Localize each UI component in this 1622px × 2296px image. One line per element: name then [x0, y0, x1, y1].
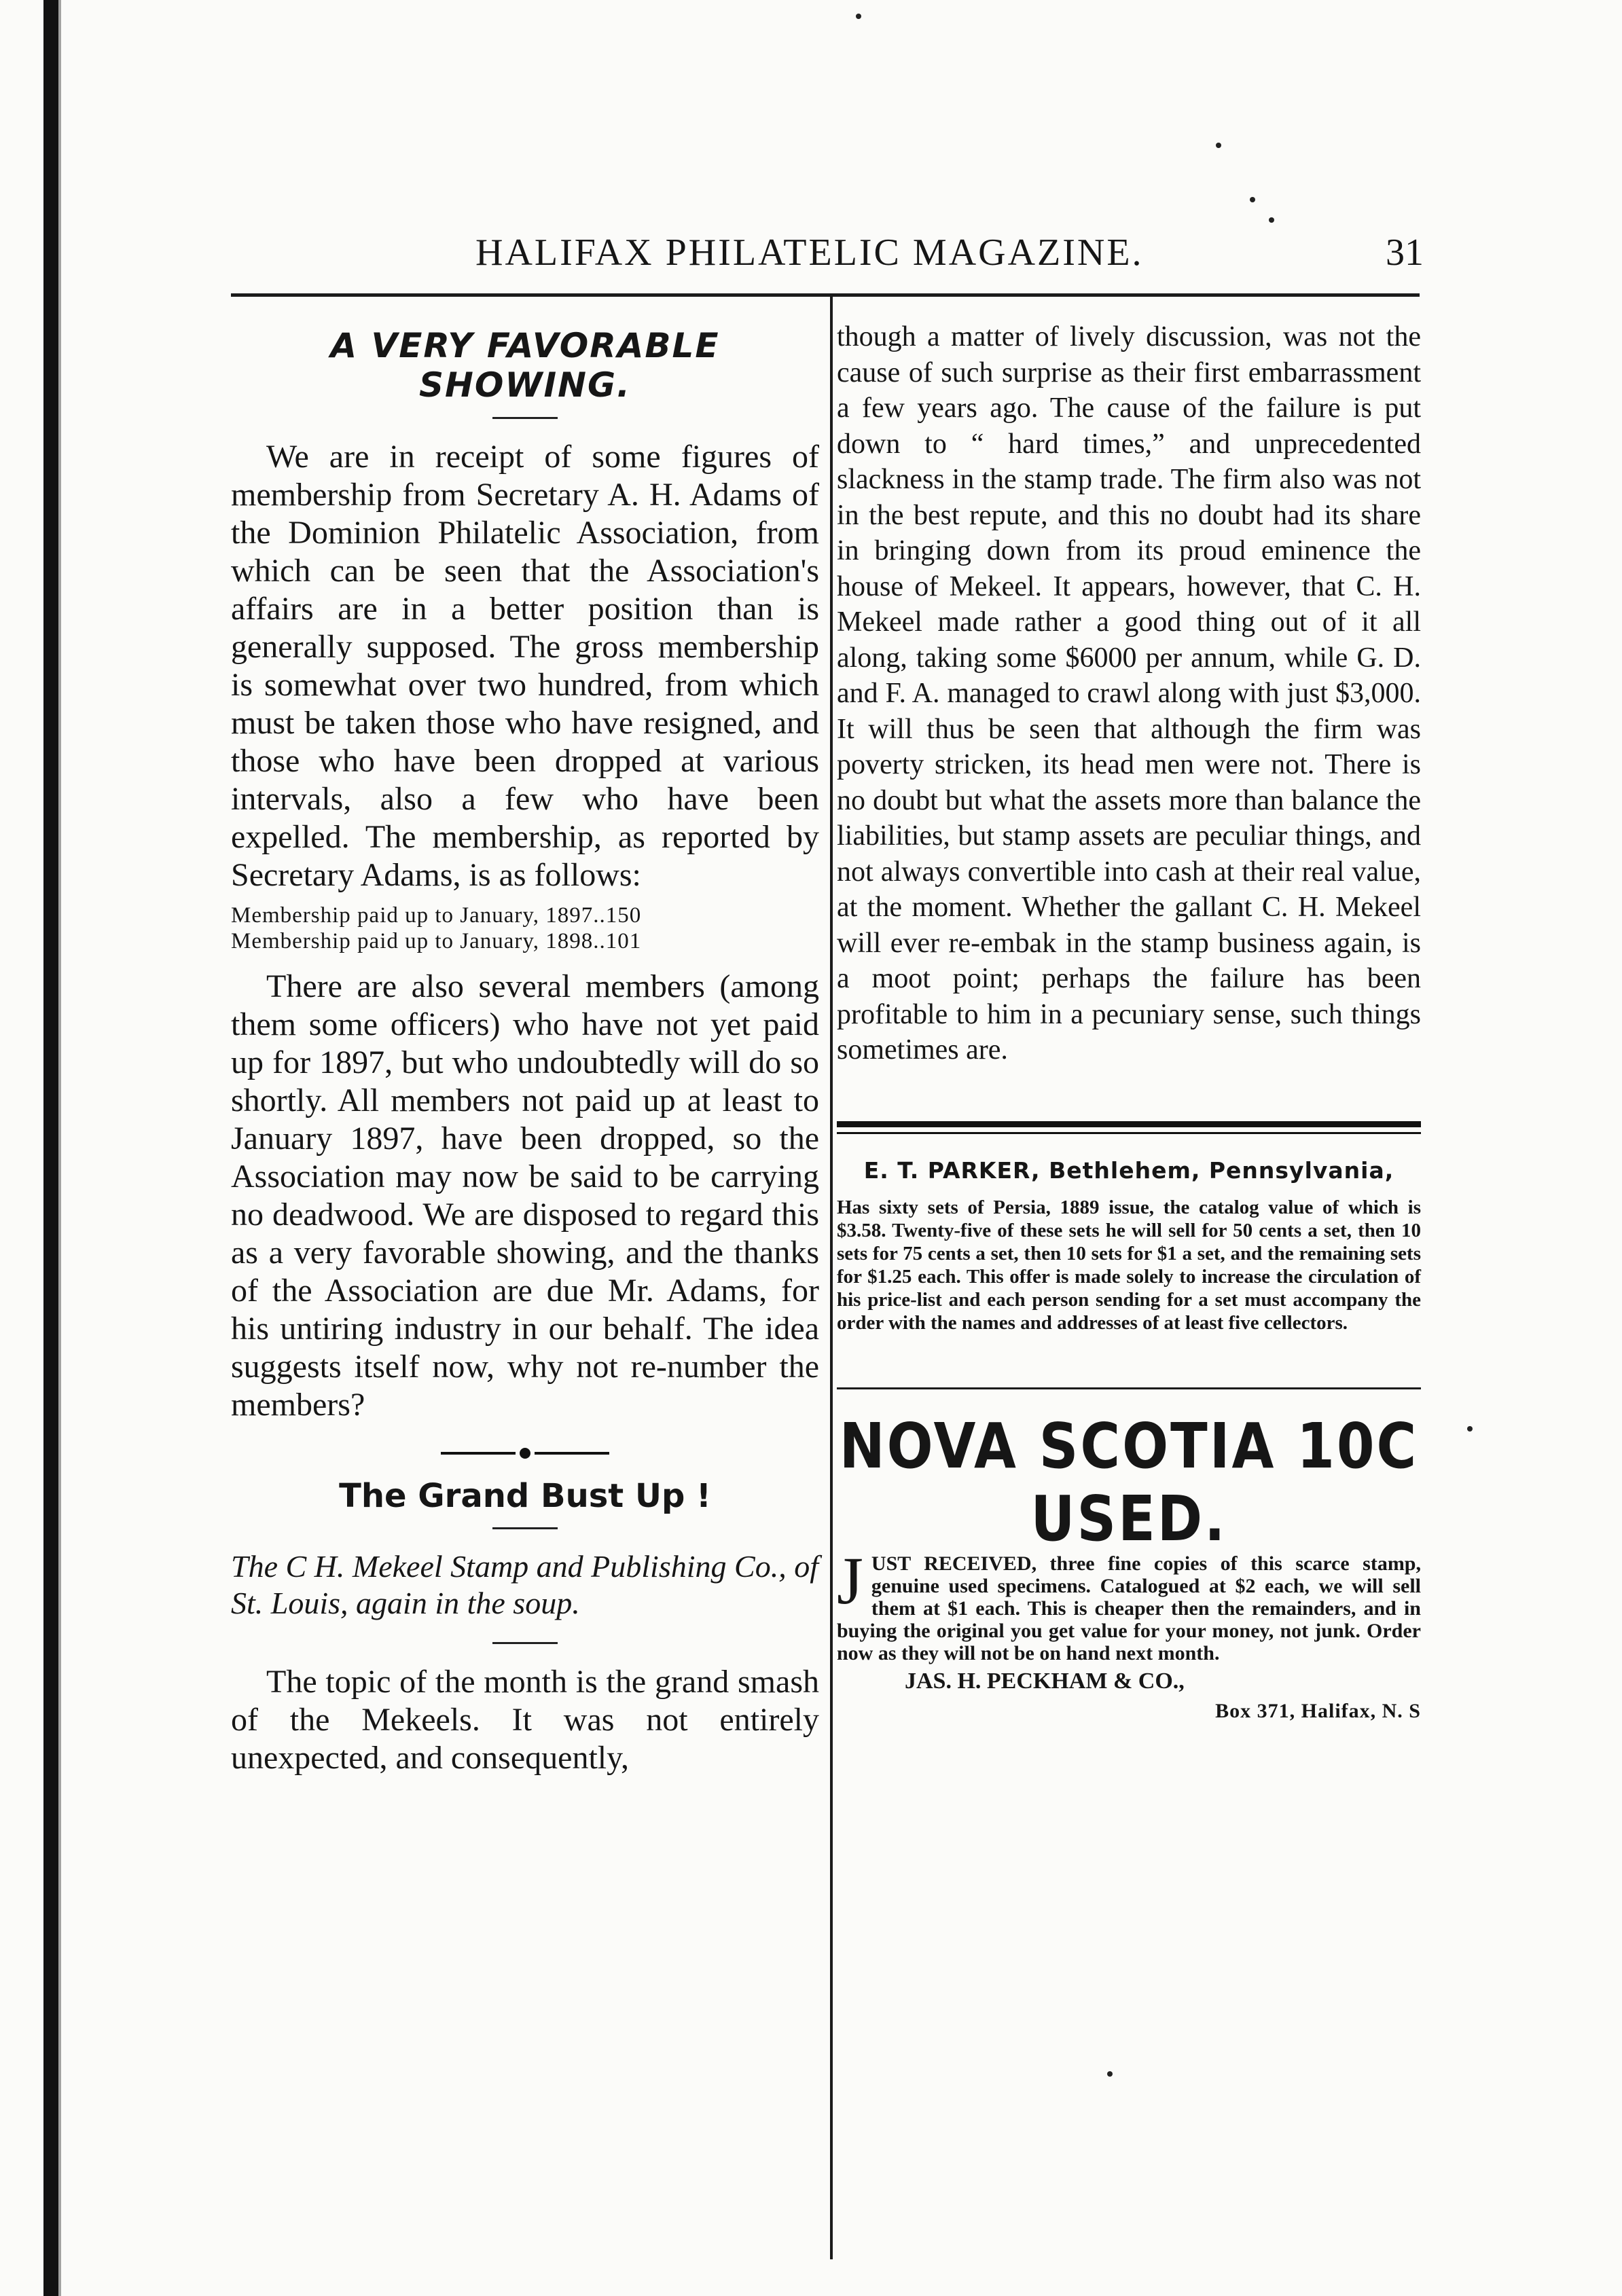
advert-body: Has sixty sets of Persia, 1889 issue, the catalog value of which is $3.58. Twenty-five of these sets he will sell for 50 cents a set, then 10 sets for 75 cents a set, then 10 sets for $1 a set, and the remaining sets for $1.25 each. This offer is made solely to increase the circulation of his price-list and each person sending for a set must accompany the order with the names and addresses of at least five cellectors.: [837, 1196, 1421, 1334]
advert-signer: JAS. H. PECKHAM & CO.,: [905, 1668, 1185, 1694]
advert-address: Box 371, Halifax, N. S: [1215, 1699, 1421, 1722]
column-rule: [830, 297, 833, 2259]
ink-speck: [1250, 197, 1255, 202]
left-column: [231, 319, 819, 1777]
advert-heading: NOVA SCOTIA 10C USED.: [839, 1409, 1419, 1555]
subtitle-dash: [492, 1642, 558, 1644]
article-paragraph: We are in receipt of some figures of membership from Secretary A. H. Adams of the Dominion Philatelic Association, from which can be seen that the Association's affairs are in a better position than is generally supposed. The gross membership is somewhat over two hundred, from which must be taken those who have resigned, and those who have been dropped at various intervals, also a few who have been expelled. The membership, as reported by Secretary Adams, is as follows:: [231, 439, 819, 893]
article-subtitle: The C H. Mekeel Stamp and Publishing Co., of St. Louis, again in the soup.: [231, 1549, 818, 1620]
advert-heading: E. T. PARKER, Bethlehem, Pennsylvania,: [863, 1156, 1394, 1184]
drop-cap: J: [837, 1542, 863, 1618]
membership-line: Membership paid up to January, 1898..101: [231, 929, 642, 953]
headline-dash: [492, 417, 558, 419]
article-headline: The Grand Bust Up !: [339, 1477, 711, 1515]
ink-speck: [1107, 2071, 1113, 2077]
ink-speck: [1467, 1426, 1473, 1432]
page-header: [0, 231, 1622, 285]
advert-text: UST RECEIVED, three fine copies of this scarce stamp, genuine used specimens. Catalogued at $2 each, we will sell them at $1 each. This is cheaper then the remainders, and in buying the original you get value for your money, not junk. Order now as they will not be on hand next month.: [837, 1552, 1421, 1664]
running-title: HALIFAX PHILATELIC MAGAZINE.: [475, 232, 1144, 274]
double-rule: [837, 1121, 1421, 1134]
binding-shadow: [58, 0, 61, 2296]
membership-line: Membership paid up to January, 1897..150: [231, 903, 642, 928]
article-continuation: though a matter of lively discussion, was not the cause of such surprise as their first embarrassment a few years ago. The cause of the failure is put down to “ hard times,” and unprecedented slackness in the stamp trade. The firm also was not in the best repute, and this no doubt had its share in bringing down from its proud eminence the house of Mekeel. It appears, however, that C. H. Mekeel made rather a good thing out of it all along, taking some $6000 per annum, while G. D. and F. A. managed to crawl along with just $3,000. It will thus be seen that although the firm was poverty stricken, its head men were not. There is no doubt but what the assets more than balance the liabilities, but stamp assets are peculiar things, and not always convertible into cash at their real value, at the moment. Whether the gallant C. H. Mekeel will ever re-embak in the stamp business again, is a moot point; perhaps the failure has been profitable to him in a pecuniary sense, such things sometimes are.: [837, 321, 1421, 1065]
article-headline: A VERY FAVORABLE SHOWING.: [330, 326, 720, 405]
ink-speck: [856, 14, 861, 19]
headline-dash: [492, 1527, 558, 1529]
ink-speck: [1216, 143, 1221, 148]
binding-edge: [43, 0, 58, 2296]
membership-figures: [231, 903, 819, 954]
article-paragraph: There are also several members (among them some officers) who have not yet paid up for 1897, but who undoubtedly will do so shortly. All members not paid up at least to January 1897, have been dropped, so the Association may now be said to be carrying no deadwood. We are disposed to regard this as a very favorable showing, and the thanks of the Association are due Mr. Adams, for his untiring industry in our behalf. The idea suggests itself now, why not re-number the members?: [231, 968, 819, 1423]
page-number: 31: [1386, 232, 1424, 274]
right-column: [837, 319, 1421, 1723]
ink-speck: [1269, 217, 1274, 223]
header-rule: [231, 293, 1420, 297]
section-ornament: [231, 1434, 819, 1468]
article-paragraph: The topic of the month is the grand smash of the Mekeels. It was not entirely unexpected, and consequently,: [231, 1664, 819, 1776]
advert-body: [837, 1542, 1421, 1664]
advert-rule: [837, 1387, 1421, 1389]
